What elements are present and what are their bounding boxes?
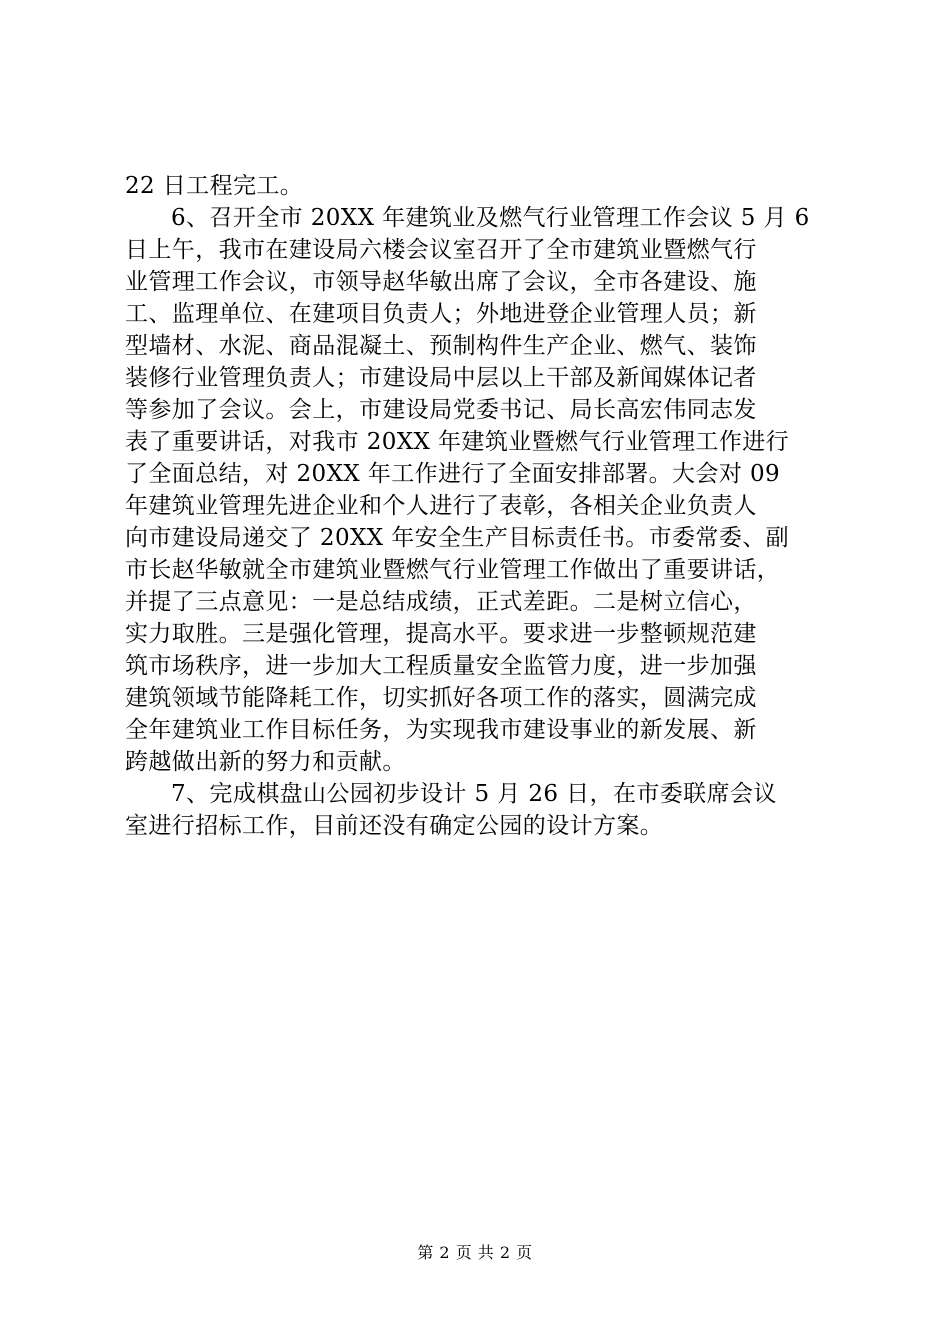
text-line: 室进行招标工作，目前还没有确定公园的设计方案。 [125, 813, 664, 839]
text-line: 了全面总结，对 20XX 年工作进行了全面安排部署。大会对 09 [125, 461, 781, 487]
text-line: 表了重要讲话，对我市 20XX 年建筑业暨燃气行业管理工作进行 [125, 429, 790, 455]
document-body [125, 170, 825, 842]
text-line: 等参加了会议。会上，市建设局党委书记、局长高宏伟同志发 [125, 397, 757, 423]
text-line: 年建筑业管理先进企业和个人进行了表彰，各相关企业负责人 [125, 493, 757, 519]
text-line: 向市建设局递交了 20XX 年安全生产目标责任书。市委常委、副 [125, 525, 790, 551]
text-line: 工、监理单位、在建项目负责人；外地进登企业管理人员；新 [125, 301, 757, 327]
paragraph-6-start: 6、召开全市 20XX 年建筑业及燃气行业管理工作会议 5 月 6 [171, 205, 810, 231]
text-line: 日上午，我市在建设局六楼会议室召开了全市建筑业暨燃气行 [125, 237, 757, 263]
text-line: 筑市场秩序，进一步加大工程质量安全监管力度，进一步加强 [125, 653, 757, 679]
text-line: 市长赵华敏就全市建筑业暨燃气行业管理工作做出了重要讲话， [125, 557, 781, 583]
text-line: 全年建筑业工作目标任务，为实现我市建设事业的新发展、新 [125, 717, 757, 743]
text-line: 建筑领域节能降耗工作，切实抓好各项工作的落实，圆满完成 [125, 685, 757, 711]
page-number-footer: 第 2 页 共 2 页 [417, 1243, 533, 1262]
text-line: 并提了三点意见：一是总结成绩，正式差距。二是树立信心， [125, 589, 757, 615]
text-line: 实力取胜。三是强化管理，提高水平。要求进一步整顿规范建 [125, 621, 757, 647]
paragraph-7-start: 7、完成棋盘山公园初步设计 5 月 26 日，在市委联席会议 [171, 781, 777, 807]
text-line: 型墙材、水泥、商品混凝土、预制构件生产企业、燃气、装饰 [125, 333, 757, 359]
text-line: 业管理工作会议，市领导赵华敏出席了会议，全市各建设、施 [125, 269, 757, 295]
text-line: 装修行业管理负责人；市建设局中层以上干部及新闻媒体记者 [125, 365, 757, 391]
text-line: 跨越做出新的努力和贡献。 [125, 749, 406, 775]
text-line: 22 日工程完工。 [125, 173, 304, 199]
